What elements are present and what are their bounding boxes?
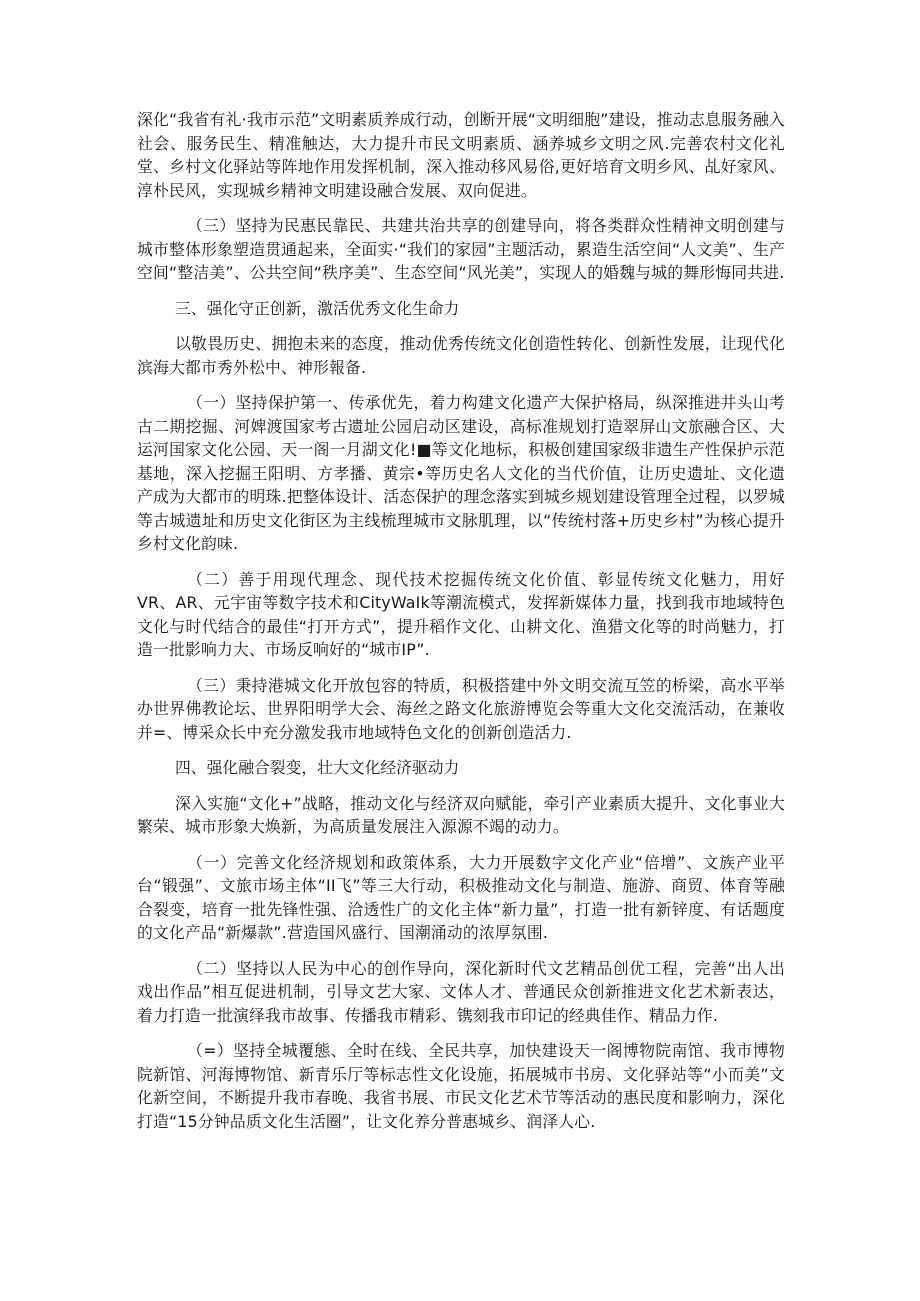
paragraph-4-1-policy: （一）完善文化经济规划和政策体系，大力开展数字文化产业“倍增”、文族产业平台“锻强”、文旅市场主体“II飞”等三大行动，积极推动文化与制造、施游、商贸、体育等融合裂变，培育一批先锋性强、洽透性广的文化主体“新力量”，打造一批有新锌度、有话题度的文化产品“新爆款”.营造国风盛行、国潮涌动的浓厚氛围. bbox=[137, 852, 785, 942]
paragraph-section-4-intro: 深入实施“文化+”战略，推动文化与经济双向赋能，牵引产业素质大提升、文化事业大繁荣、城市形象大焕新，为高质量发展注入源源不竭的动力。 bbox=[137, 793, 785, 836]
paragraph-3-2-modern-tech: （二）善于用现代理念、现代技术挖掘传统文化价值、彰显传统文化魅力，用好VR、AR、元宇宙等数字技术和CityWaIk等潮流模式，发挥新媒体力量，找到我市地域特色文化与时代结合的最佳“打开方式”，提升稻作文化、山耕文化、渔猎文化等的时尚魅力，打造一批影响力大、市场反响好的“城市IP”. bbox=[137, 569, 785, 659]
paragraph-4-2-creation: （二）坚持以人民为中心的创作导向，深化新时代文艺精品创优工程，完善“出人出戏出作品”相互促进机制，引导文艺大家、文体人才、普通民众创新推进文化艺术新表达，着力打造一批演绎我市故事、传播我市精彩、镌刻我市印记的经典佳作、精品力作. bbox=[137, 958, 785, 1025]
paragraph-3-1-heritage: （一）坚持保护第一、传承优先，着力构建文化遗产大保护格局，纵深推进井头山考古二期挖掘、河婢渡国家考古遗址公园启动区建设，高标准规划打造翠屏山文旅融合区、大运河国家文化公园、天一阁一月湖文化!■等文化地标，积极创建国家级非遗生产性保护示范基地，深入挖掘王阳明、方孝播、黄宗•等历史名人文化的当代价值，让历史遗址、文化遗产成为大都市的明珠.把整体设计、活态保护的理念落实到城乡规划建设管理全过程，以罗城等古城遗址和历史文化街区为主线梳理城市文脉肌理，以“传统村落+历史乡村”为核心提升乡村文化韵味. bbox=[137, 393, 785, 553]
paragraph-3-3-openness: （三）秉持港城文化开放包容的特质，积极搭建中外文明交流互笠的桥梁，高水平举办世界佛教论坛、世界阳明学大会、海丝之路文化旅游博览会等重大文化交流活动，在兼收并=、博采众长中充分激发我市地域特色文化的创新创造活力. bbox=[137, 675, 785, 742]
document-page bbox=[137, 108, 785, 1145]
paragraph-civility-campaign: 深化“我省有礼·我市示范”文明素质养成行动，创断开展“文明细胞”建设，推动志息服务融入社会、服务民生、精准触达，大力提升市民文明素质、涵养城乡文明之风.完善农村文化礼堂、乡村文化驿站等阵地作用发挥机制，深入推动移风易俗,更好培育文明乡风、乩好家风、淳朴民风，实现城乡精神文明建设融合发展、双向促进。 bbox=[137, 110, 785, 200]
section-heading-4: 四、强化融合裂变，壮大文化经济驱动力 bbox=[175, 758, 460, 777]
paragraph-3-creation-orientation: （三）坚持为民惠民靠民、共建共治共享的创建导向，将各类群众性精神文明创建与城市整体形象塑造贯通起来，全面实·“我们的家园”主题活动，累造生活空间“人文美”、生产空间“整洁美”、公共空间“秩序美”、生态空间“风光美”，实现人的婚魏与城的舞形悔同共进. bbox=[137, 216, 785, 282]
paragraph-4-3-facilities: （=）坚持全城覆態、全时在线、全民共享，加快建设天一阁博物院南馆、我市博物院新馆、河海博物馆、新青乐厅等标志性文化设施，拓展城市书房、文化驿站等“小而美”文化新空间，不断提升我市春晚、我省书展、市民文化艺术节等活动的惠民度和影响力，深化打造“15分钟品质文化生活圈”，让文化养分普惠城乡、润泽人心. bbox=[137, 1041, 785, 1131]
paragraph-section-3-intro: 以敬畏历史、拥抱未来的态度，推动优秀传统文化创造性转化、创新性发展，让现代化滨海大都市秀外松中、神形報备. bbox=[137, 334, 785, 377]
section-heading-3: 三、强化守正创新，激活优秀文化生命力 bbox=[175, 298, 460, 318]
